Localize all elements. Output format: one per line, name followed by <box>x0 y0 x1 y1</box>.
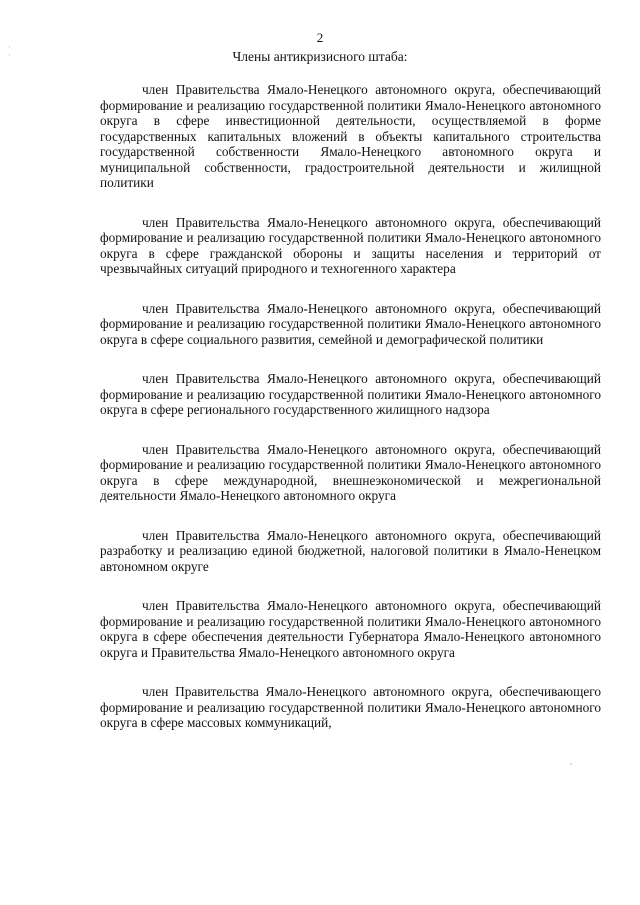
member-paragraph: член Правительства Ямало-Ненецкого автономного округа, обеспечивающий формирование и реализацию государственной политики Ямало-Ненецкого автономного округа в сфере международной, внешнеэкономической и межрегиональной деятельности Ямало-Ненецкого автономного округа <box>100 441 601 503</box>
document-heading: Члены антикризисного штаба: <box>232 49 408 64</box>
member-paragraph: член Правительства Ямало-Ненецкого автономного округа, обеспечивающего формирование и реализацию государственной политики Ямало-Ненецкого автономного округа в сфере массовых коммуникаций, <box>100 684 601 730</box>
member-paragraph: член Правительства Ямало-Ненецкого автономного округа, обеспечивающий разработку и реализацию единой бюджетной, налоговой политики в Ямало-Ненецком автономном округе <box>100 527 601 574</box>
page-number: 2 <box>316 30 324 45</box>
member-paragraph: член Правительства Ямало-Ненецкого автономного округа, обеспечивающий формирование и реализацию государственной политики Ямало-Ненецкого автономного округа в сфере регионального государственного жилищного надзора <box>100 371 601 417</box>
member-paragraph: член Правительства Ямало-Ненецкого автономного округа, обеспечивающий формирование и реализацию государственной политики Ямало-Ненецкого автономного округа в сфере обеспечения деятельности Губернатора Ямало-Ненецкого автономного округа и Правительства Ямало-Ненецкого автономного округа <box>100 598 601 660</box>
member-paragraph: член Правительства Ямало-Ненецкого автономного округа, обеспечивающий формирование и реализацию государственной политики Ямало-Ненецкого автономного округа в сфере социального развития, семейной и демографической политики <box>100 300 601 347</box>
scan-artifact: , <box>570 757 572 766</box>
member-paragraph: член Правительства Ямало-Ненецкого автономного округа, обеспечивающий формирование и реализацию государственной политики Ямало-Ненецкого автономного округа в сфере гражданской обороны и защиты населения и территорий от чрезвычайных ситуаций природного и техногенного характера <box>100 214 601 276</box>
members-list <box>100 82 601 731</box>
member-paragraph: член Правительства Ямало-Ненецкого автономного округа, обеспечивающий формирование и реализацию государственной политики Ямало-Ненецкого автономного округа в сфере инвестиционной деятельности, осуществляемой в форме государственных капитальных вложений в объекты капитального строительства государственной собственности Ямало-Ненецкого автономного округа и муниципальной собственности, градостроительной деятельности и жилищной политики <box>100 82 601 190</box>
scan-artifact: · · <box>8 43 11 60</box>
